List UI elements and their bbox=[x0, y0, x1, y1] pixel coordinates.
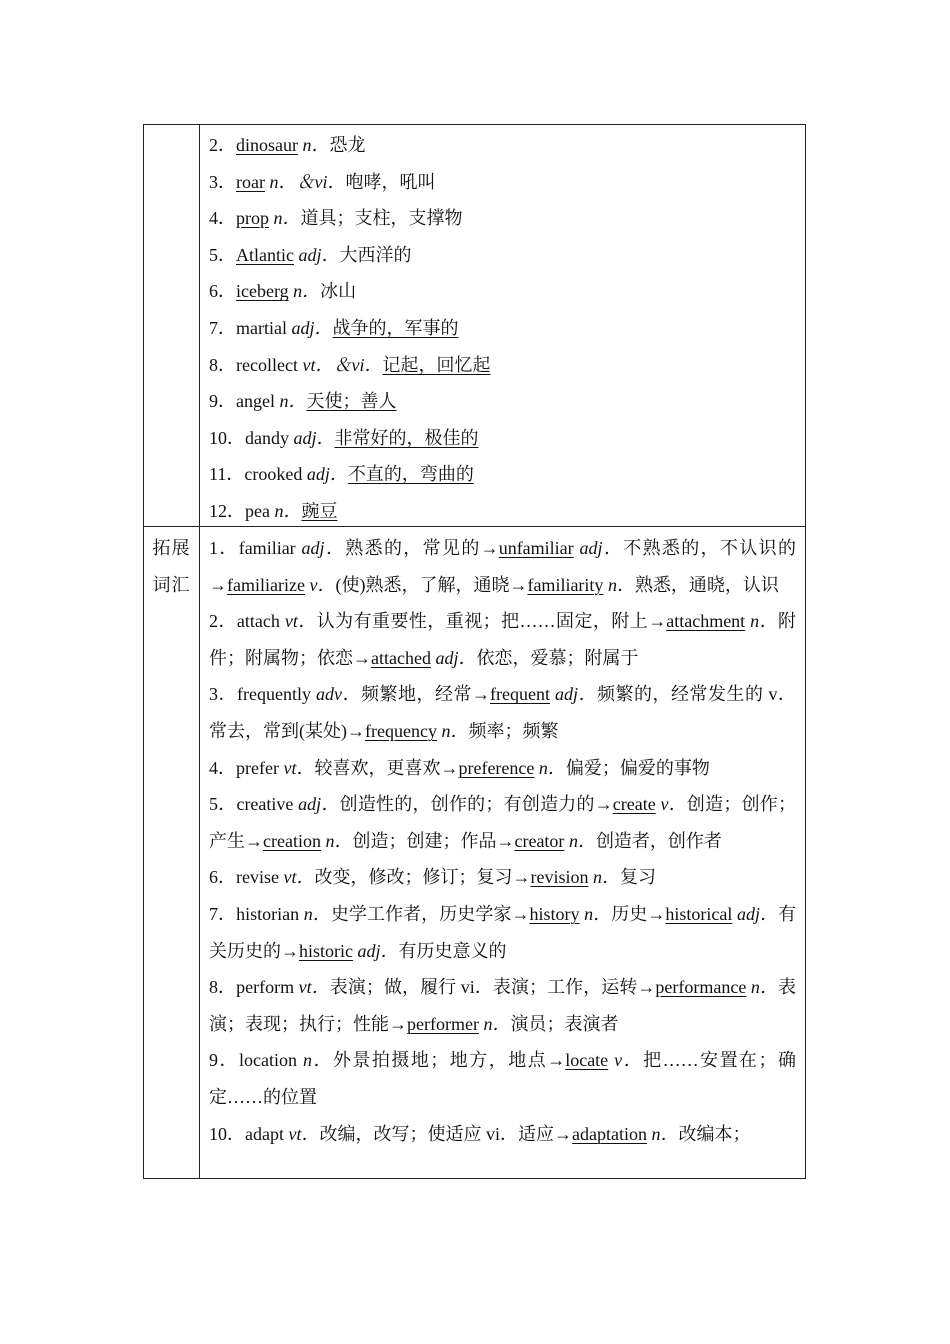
vocabulary-table bbox=[143, 124, 806, 1179]
vocab-item: 8．recollect vt．＆vi．记起，回忆起 bbox=[209, 354, 491, 375]
vocab-item: 9．angel n．天使；善人 bbox=[209, 391, 397, 412]
label-line: 词汇 bbox=[152, 574, 191, 595]
extended-entry: 5．creative adj．创造性的，创作的；有创造力的→create v．创造；创作；产生→creation n．创造；创建；作品→creator n．创造者，创作者 bbox=[209, 794, 797, 851]
extended-entry: 6．revise vt．改变，修改；修订；复习→revision n．复习 bbox=[209, 867, 656, 888]
vocab-item: 2．dinosaur n．恐龙 bbox=[209, 135, 366, 155]
vocab-item: 10．dandy adj．非常好的，极佳的 bbox=[209, 427, 479, 448]
core-vocab-label-cell bbox=[144, 125, 200, 526]
vocab-item: 4．prop n．道具；支柱，支撑物 bbox=[209, 208, 463, 229]
extended-entry: 9．location n．外景拍摄地；地方，地点→locate v．把……安置在；确定……的位置 bbox=[209, 1050, 797, 1107]
extended-vocab-row bbox=[143, 527, 806, 1179]
vocab-item: 6．iceberg n．冰山 bbox=[209, 281, 357, 302]
vocab-item: 7．martial adj．战争的，军事的 bbox=[209, 317, 459, 338]
extended-entry: 8．perform vt．表演；做，履行 vi．表演；工作，运转→performance n．表演；表现；执行；性能→performer n．演员；表演者 bbox=[209, 977, 797, 1034]
extended-entry: 2．attach vt．认为有重要性，重视；把……固定，附上→attachment n．附件；附属物；依恋→attached adj．依恋，爱慕；附属于 bbox=[209, 611, 797, 668]
core-vocab-row bbox=[143, 124, 806, 527]
vocab-item: 3．roar n．＆vi．咆哮，吼叫 bbox=[209, 171, 436, 192]
extended-entry: 3．frequently adv．频繁地，经常→frequent adj．频繁的，经常发生的 v．常去，常到(某处)→frequency n．频率；频繁 bbox=[209, 684, 797, 741]
vocab-item: 12．pea n．豌豆 bbox=[209, 500, 338, 521]
extended-entry: 7．historian n．史学工作者，历史学家→history n．历史→historical adj．有关历史的→historic adj．有历史意义的 bbox=[209, 903, 797, 961]
extended-vocab-cell bbox=[200, 527, 805, 1178]
extended-entry: 4．prefer vt．较喜欢，更喜欢→preference n．偏爱；偏爱的事物 bbox=[209, 757, 710, 778]
extended-vocab-label bbox=[144, 527, 200, 1178]
extended-entry: 10．adapt vt．改编，改写；使适应 vi．适应→adaptation n．改编本； bbox=[209, 1123, 751, 1144]
label-line: 拓展 bbox=[152, 538, 191, 558]
vocab-item: 5．Atlantic adj．大西洋的 bbox=[209, 244, 412, 265]
extended-entry: 1．familiar adj．熟悉的，常见的→unfamiliar adj．不熟悉的，不认识的→familiarize v．(使)熟悉，了解，通晓→familiarity n．熟悉，通晓，认识 bbox=[209, 538, 797, 595]
vocab-item: 11．crooked adj．不直的，弯曲的 bbox=[209, 464, 474, 485]
core-vocab-cell bbox=[200, 125, 805, 526]
